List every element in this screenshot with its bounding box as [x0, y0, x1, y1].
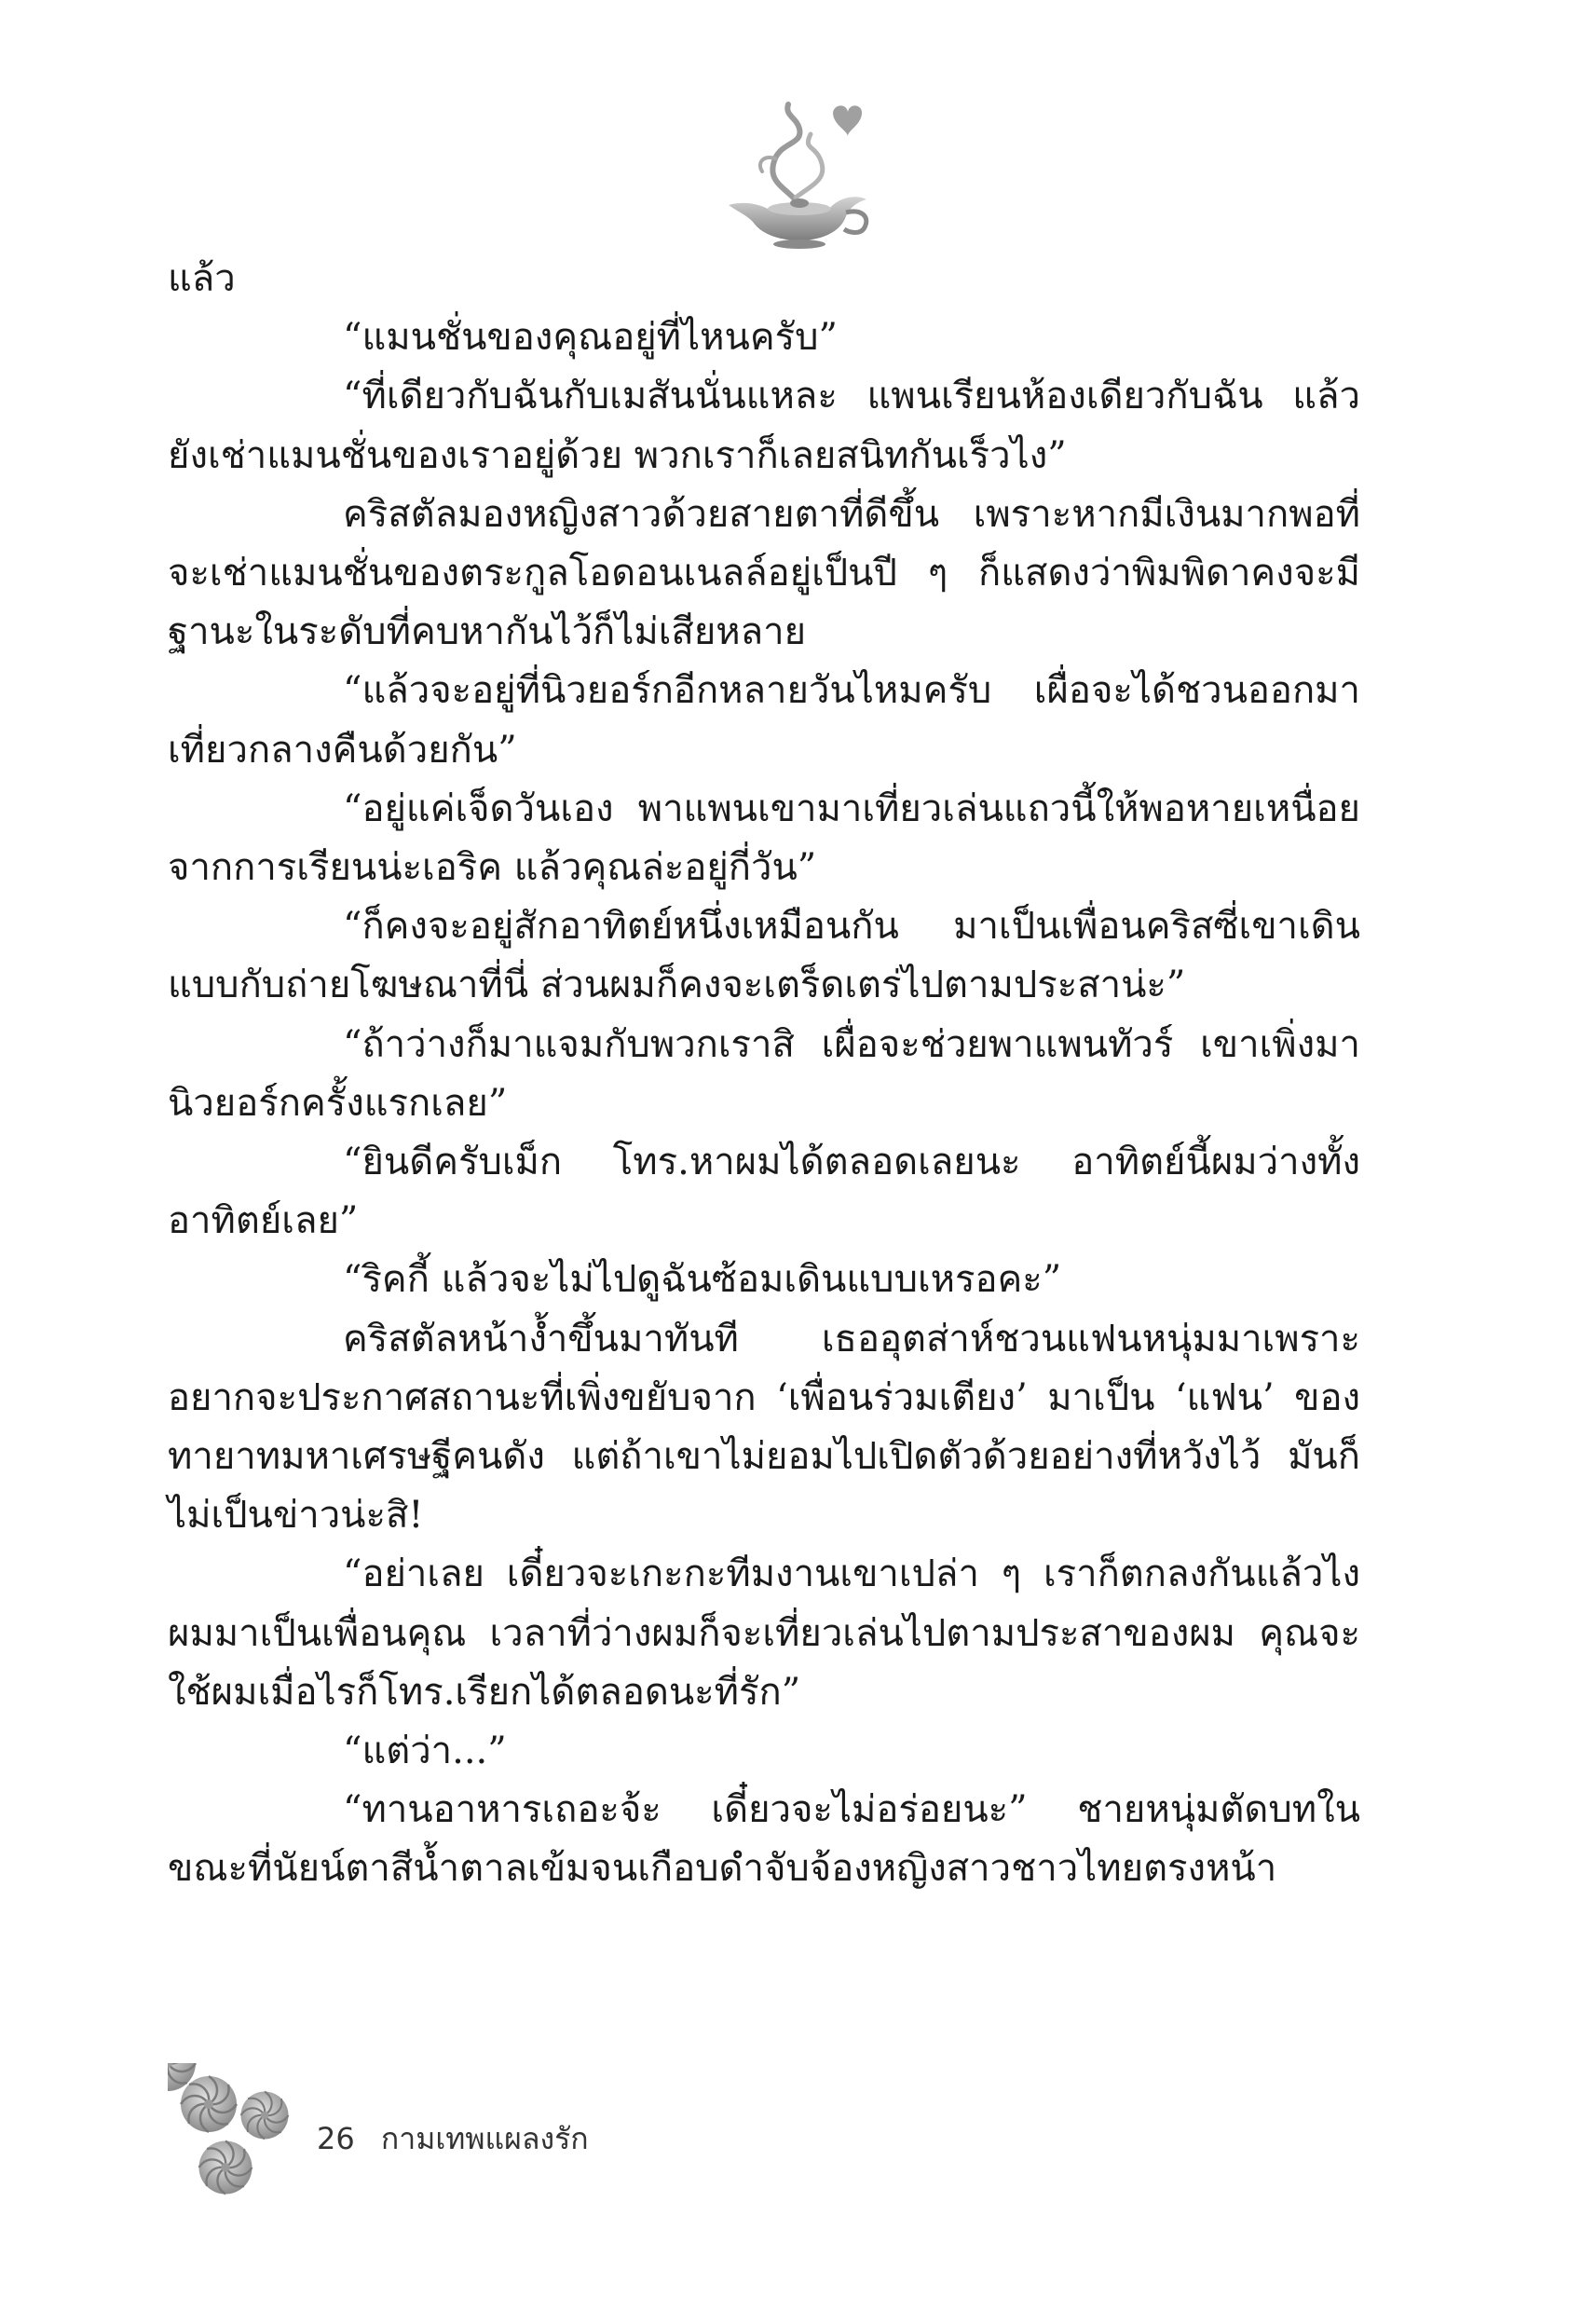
swirl-flowers-icon: [168, 2063, 317, 2222]
paragraph: “แล้วจะอยู่ที่นิวยอร์กอีกหลายวันไหมครับ เผื่อจะได้ชวนออกมาเที่ยวกลางคืนด้วยกัน”: [168, 669, 1360, 772]
paragraph: แล้ว: [168, 257, 236, 300]
paragraph: คริสตัลหน้างํ้าขึ้นมาทันที เธออุตส่าห์ชวนแฟนหนุ่มมาเพราะอยากจะประกาศสถานะที่เพิ่งขยับจาก ‘เพื่อนร่วมเตียง’ มาเป็น ‘แฟน’ ของทายาทมหาเศรษฐีคนดัง แต่ถ้าเขาไม่ยอมไปเปิดตัวด้วยอย่างที่หวังไว้ มันก็ไม่เป็นข่าวน่ะสิ!: [168, 1317, 1360, 1538]
page-body-text: [168, 250, 1360, 1899]
paragraph: “อยู่แค่เจ็ดวันเอง พาแพนเขามาเที่ยวเล่นแถวนี้ให้พอหายเหนื่อยจากการเรียนน่ะเอริค แล้วคุณล่ะอยู่กี่วัน”: [168, 786, 1360, 890]
paragraph: “แมนชั่นของคุณอยู่ที่ไหนครับ”: [343, 316, 838, 360]
magic-lamp-icon: [710, 93, 887, 252]
paragraph: “ก็คงจะอยู่สักอาทิตย์หนึ่งเหมือนกัน มาเป็นเพื่อนคริสซี่เขาเดินแบบกับถ่ายโฆษณาที่นี่ ส่วนผมก็คงจะเตร็ดเตร่ไปตามประสาน่ะ”: [168, 905, 1360, 1007]
paragraph: คริสตัลมองหญิงสาวด้วยสายตาที่ดีขึ้น เพราะหากมีเงินมากพอที่จะเช่าแมนชั่นของตระกูลโอดอนเนลล์อยู่เป็นปี ๆ ก็แสดงว่าพิมพิดาคงจะมีฐานะในระดับที่คบหากันไว้ก็ไม่เสียหลาย: [168, 492, 1360, 654]
book-title: กามเทพแผลงรัก: [380, 2121, 589, 2156]
page-number: 26: [317, 2121, 355, 2156]
paragraph: “ที่เดียวกับฉันกับเมสันนั่นแหละ แพนเรียนห้องเดียวกับฉัน แล้วยังเช่าแมนชั่นของเราอยู่ด้วย พวกเราก็เลยสนิทกันเร็วไง”: [168, 375, 1360, 477]
paragraph: “ริคกี้ แล้วจะไม่ไปดูฉันซ้อมเดินแบบเหรอคะ”: [343, 1258, 1062, 1302]
page-footer: [317, 2115, 589, 2163]
paragraph: “ถ้าว่างก็มาแจมกับพวกเราสิ เผื่อจะช่วยพาแพนทัวร์ เขาเพิ่งมานิวยอร์กครั้งแรกเลย”: [168, 1022, 1360, 1125]
paragraph: “อย่าเลย เดี๋ยวจะเกะกะทีมงานเขาเปล่า ๆ เราก็ตกลงกันแล้วไง ผมมาเป็นเพื่อนคุณ เวลาที่ว่างผมก็จะเที่ยวเล่นไปตามประสาของผม คุณจะใช้ผมเมื่อไรก็โทร.เรียกได้ตลอดนะที่รัก”: [168, 1552, 1360, 1714]
paragraph: “ทานอาหารเถอะจ้ะ เดี๋ยวจะไม่อร่อยนะ” ชายหนุ่มตัดบทในขณะที่นัยน์ตาสีนํ้าตาลเข้มจนเกือบดำจับจ้องหญิงสาวชาวไทยตรงหน้า: [168, 1788, 1360, 1891]
paragraph: “แต่ว่า...”: [343, 1730, 507, 1773]
paragraph: “ยินดีครับเม็ก โทร.หาผมได้ตลอดเลยนะ อาทิตย์นี้ผมว่างทั้งอาทิตย์เลย”: [168, 1141, 1360, 1243]
